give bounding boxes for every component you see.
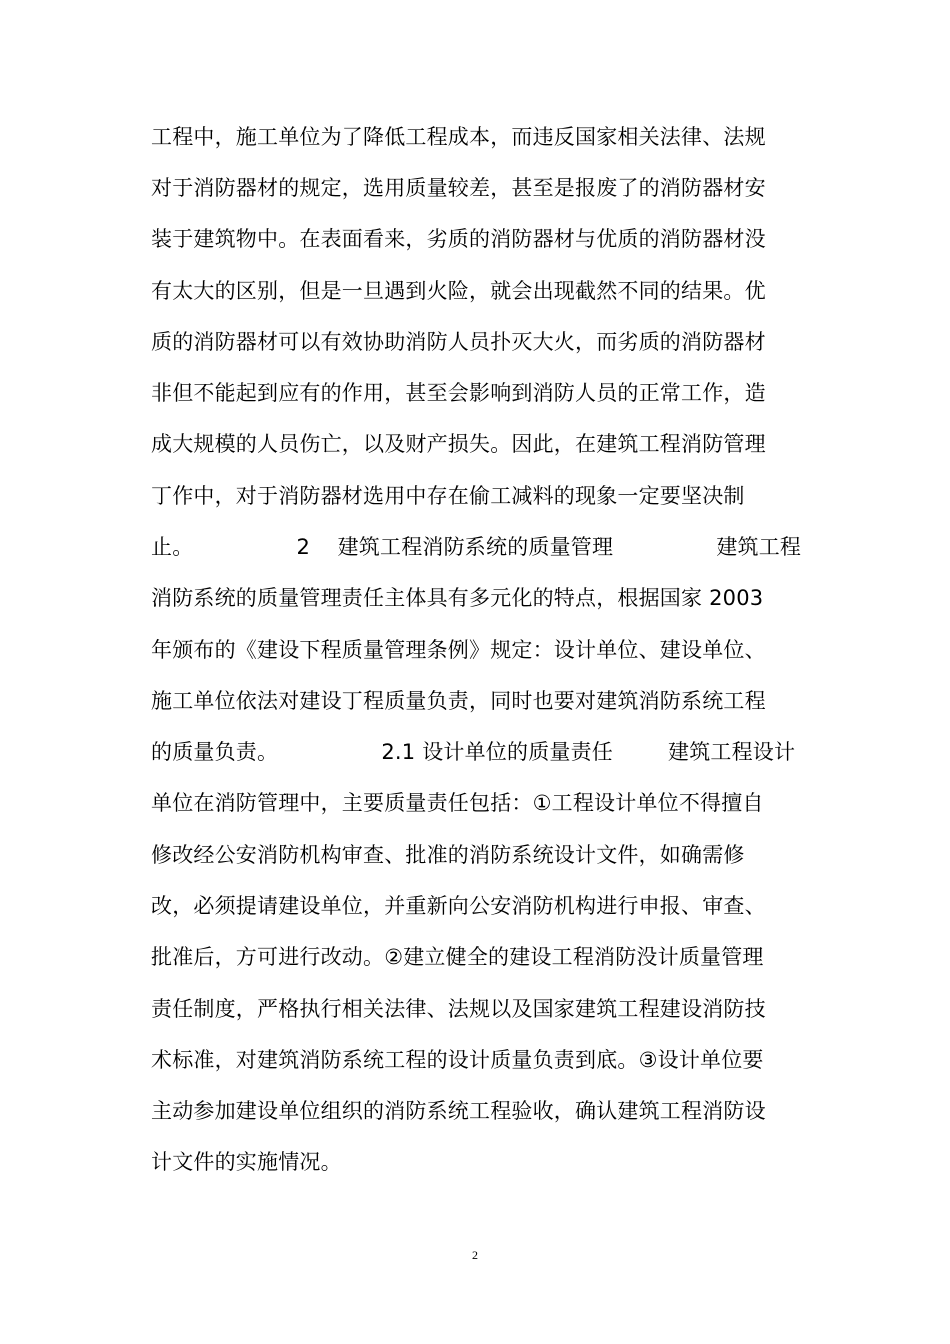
- text-line: 施工单位依法对建设丁程质量负责，同时也要对建筑消防系统工程: [151, 689, 766, 713]
- text-line: 改，必须提请建设单位，并重新向公安消防机构进行申报、审查、: [151, 894, 766, 918]
- subsection-heading-line: 的质量负责。 2.1 设计单位的质量责任 建筑工程设计: [151, 740, 796, 764]
- text-line: 消防系统的质量管理责任主体具有多元化的特点，根据国家 2003: [151, 586, 764, 610]
- text-line: 成大规模的人员伤亡，以及财产损失。因此，在建筑工程消防管理: [151, 432, 766, 456]
- text-line: 责任制度，严格执行相关法律、法规以及国家建筑工程建设消防技: [151, 997, 766, 1021]
- text-line: 术标准，对建筑消防系统工程的设计质量负责到底。③设计单位要: [151, 1048, 764, 1072]
- text-line: 计文件的实施情况。: [151, 1150, 342, 1174]
- text-line: 质的消防器材可以有效协助消防人员扑灭大火，而劣质的消防器材: [151, 330, 766, 354]
- text-line: 批准后，方可进行改动。②建立健全的建设工程消防没计质量管理: [151, 945, 764, 969]
- text-line: 装于建筑物中。在表面看来，劣质的消防器材与优质的消防器材没: [151, 227, 766, 251]
- text-line: 有太大的区别，但是一旦遇到火险，就会出现截然不同的结果。优: [151, 279, 766, 303]
- text-line: 对于消防器材的规定，选用质量较差，甚至是报废了的消防器材安: [151, 176, 766, 200]
- page-number: 2: [472, 1248, 478, 1262]
- text-line: 年颁布的《建设下程质量管理条例》规定：设计单位、建设单位、: [151, 638, 766, 662]
- text-line: 非但不能起到应有的作用，甚至会影响到消防人员的正常工作，造: [151, 381, 766, 405]
- section-heading-line: 止。 2 建筑工程消防系统的质量管理 建筑工程: [151, 535, 802, 559]
- text-line: 丁作中，对于消防器材选用中存在偷工减料的现象一定要坚决制: [151, 484, 745, 508]
- text-line: 工程中，施工单位为了降低工程成本，而违反国家相关法律、法规: [151, 125, 766, 149]
- text-line: 修改经公安消防机构审查、批准的消防系统设计文件，如确需修: [151, 843, 745, 867]
- text-line: 单位在消防管理中，主要质量责任包括：①工程设计单位不得擅自: [151, 791, 764, 815]
- text-line: 主动参加建设单位组织的消防系统工程验收，确认建筑工程消防设: [151, 1099, 766, 1123]
